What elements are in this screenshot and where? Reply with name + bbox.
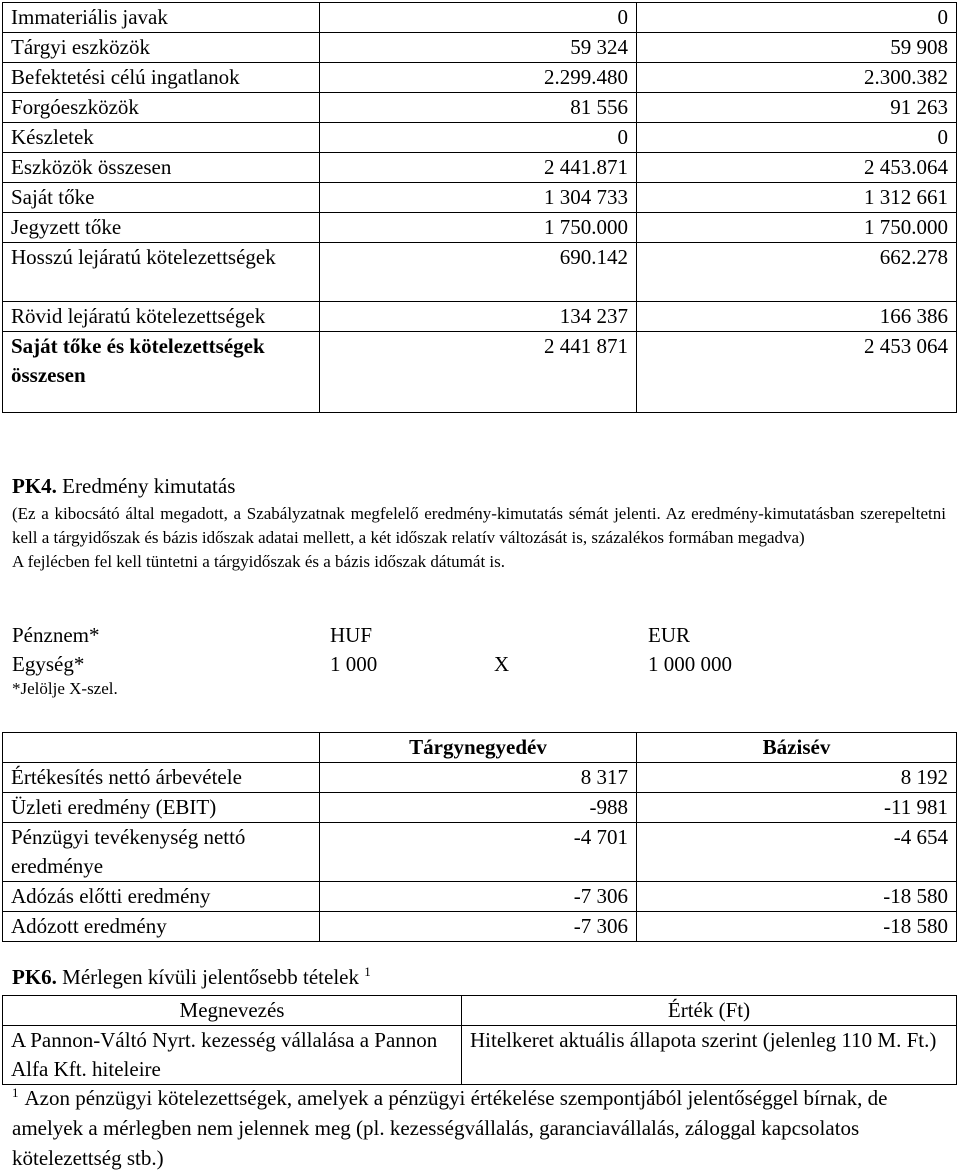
- row-label: Saját tőke: [3, 183, 320, 213]
- value-base: -4 654: [637, 823, 957, 882]
- table-header: [3, 733, 957, 763]
- table-row: [3, 93, 957, 123]
- value-base: -18 580: [637, 912, 957, 942]
- value-base: 91 263: [637, 93, 957, 123]
- table-header: [3, 996, 957, 1026]
- section-description: [12, 502, 946, 574]
- value-current: -988: [320, 793, 637, 823]
- value-current: 2 441 871: [320, 332, 637, 413]
- off-balance-table: [2, 995, 957, 1085]
- value-base: 2 453 064: [637, 332, 957, 413]
- mark-note: *Jelölje X-szel.: [12, 679, 118, 698]
- row-label: Üzleti eredmény (EBIT): [3, 793, 320, 823]
- value-base: 2.300.382: [637, 63, 957, 93]
- income-statement-table: [2, 732, 957, 942]
- row-label: Készletek: [3, 123, 320, 153]
- value-current: -4 701: [320, 823, 637, 882]
- unit-row: [12, 650, 772, 679]
- table-row: [3, 123, 957, 153]
- row-label: Befektetési célú ingatlanok: [3, 63, 320, 93]
- value-base: -11 981: [637, 793, 957, 823]
- section-code: PK4.: [12, 474, 57, 498]
- value-base: 1 312 661: [637, 183, 957, 213]
- table-row: [3, 243, 957, 302]
- value-base: -18 580: [637, 882, 957, 912]
- footnote-text: Azon pénzügyi kötelezettségek, amelyek a pénzügyi értékelése szempontjából jelentőséggel bírnak, de amelyek a mérlegben nem jelennek meg (pl. kezességvállalás, garanciavállalás, záloggal kapcsolatos kötelezettség stb.): [12, 1086, 888, 1170]
- table-row: [3, 912, 957, 942]
- value-current: 59 324: [320, 33, 637, 63]
- unit-selected-mark: X: [494, 652, 510, 676]
- value-current: -7 306: [320, 882, 637, 912]
- description-paragraph: (Ez a kibocsátó által megadott, a Szabályzatnak megfelelő eredmény-kimutatás sémát jelenti. Az eredmény-kimutatásban szerepeltetni kell a tárgyidőszak és bázis időszak adatai mellett, a két időszak relatív változását is, százalékos formában megadva): [12, 504, 946, 547]
- table-row: [3, 793, 957, 823]
- currency-label: Pénznem*: [12, 623, 100, 647]
- table-row: [3, 332, 957, 413]
- section-code: PK6.: [12, 965, 57, 989]
- table-row: [3, 302, 957, 332]
- value-base: 8 192: [637, 763, 957, 793]
- header-current-quarter: Tárgynegyedév: [320, 733, 637, 763]
- unit-option-million: 1 000 000: [648, 652, 732, 676]
- footnote-mark: 1: [12, 1085, 19, 1100]
- section-title-text: Eredmény kimutatás: [56, 474, 236, 498]
- currency-row: [12, 621, 772, 650]
- table-row: [3, 33, 957, 63]
- row-label: Immateriális javak: [3, 3, 320, 33]
- currency-unit-selector: [12, 621, 772, 679]
- value-base: 0: [637, 3, 957, 33]
- value-current: 2 441.871: [320, 153, 637, 183]
- table-row: [3, 1026, 957, 1085]
- table-row: [3, 63, 957, 93]
- currency-option-eur: EUR: [648, 623, 690, 647]
- table-row: [3, 882, 957, 912]
- unit-option-thousand: 1 000: [330, 652, 378, 676]
- value-current: 81 556: [320, 93, 637, 123]
- value-current: 2.299.480: [320, 63, 637, 93]
- row-label: A Pannon-Váltó Nyrt. kezesség vállalása a Pannon Alfa Kft. hiteleire: [3, 1026, 462, 1085]
- row-label: Rövid lejáratú kötelezettségek: [3, 302, 320, 332]
- value-base: 1 750.000: [637, 213, 957, 243]
- header-name: Megnevezés: [3, 996, 462, 1026]
- row-label: Forgóeszközök: [3, 93, 320, 123]
- header-value: Érték (Ft): [462, 996, 957, 1026]
- row-label: Hosszú lejáratú kötelezettségek: [3, 243, 320, 302]
- value-current: 0: [320, 3, 637, 33]
- footnote-ref: 1: [364, 964, 371, 979]
- value-current: 1 750.000: [320, 213, 637, 243]
- table-row: [3, 213, 957, 243]
- row-label: Jegyzett tőke: [3, 213, 320, 243]
- value-base: 0: [637, 123, 957, 153]
- table-row: [3, 3, 957, 33]
- table-row: [3, 763, 957, 793]
- section-title-pk4: [12, 474, 235, 499]
- value-current: 1 304 733: [320, 183, 637, 213]
- value-current: 0: [320, 123, 637, 153]
- header-empty: [3, 733, 320, 763]
- footnote: [12, 1083, 948, 1173]
- value-current: 8 317: [320, 763, 637, 793]
- unit-label: Egység*: [12, 652, 85, 676]
- value-current: -7 306: [320, 912, 637, 942]
- row-label: Tárgyi eszközök: [3, 33, 320, 63]
- row-label: Adózás előtti eredmény: [3, 882, 320, 912]
- balance-sheet-table: [2, 2, 957, 413]
- value-base: 166 386: [637, 302, 957, 332]
- table-row: [3, 183, 957, 213]
- row-label: Adózott eredmény: [3, 912, 320, 942]
- currency-option-huf: HUF: [330, 623, 373, 647]
- value-base: 59 908: [637, 33, 957, 63]
- row-label: Értékesítés nettó árbevétele: [3, 763, 320, 793]
- section-title-text: Mérlegen kívüli jelentősebb tételek: [56, 965, 365, 989]
- row-label: Saját tőke és kötelezettségek összesen: [3, 332, 320, 413]
- header-base-year: Bázisév: [637, 733, 957, 763]
- table-row: [3, 823, 957, 882]
- value-base: 662.278: [637, 243, 957, 302]
- value-base: 2 453.064: [637, 153, 957, 183]
- description-paragraph: A fejlécben fel kell tüntetni a tárgyidőszak és a bázis időszak dátumát is.: [12, 552, 505, 571]
- value-current: 690.142: [320, 243, 637, 302]
- row-value: Hitelkeret aktuális állapota szerint (jelenleg 110 M. Ft.): [462, 1026, 957, 1085]
- table-row: [3, 153, 957, 183]
- row-label: Pénzügyi tevékenység nettó eredménye: [3, 823, 320, 882]
- row-label: Eszközök összesen: [3, 153, 320, 183]
- value-current: 134 237: [320, 302, 637, 332]
- section-title-pk6: [12, 965, 371, 990]
